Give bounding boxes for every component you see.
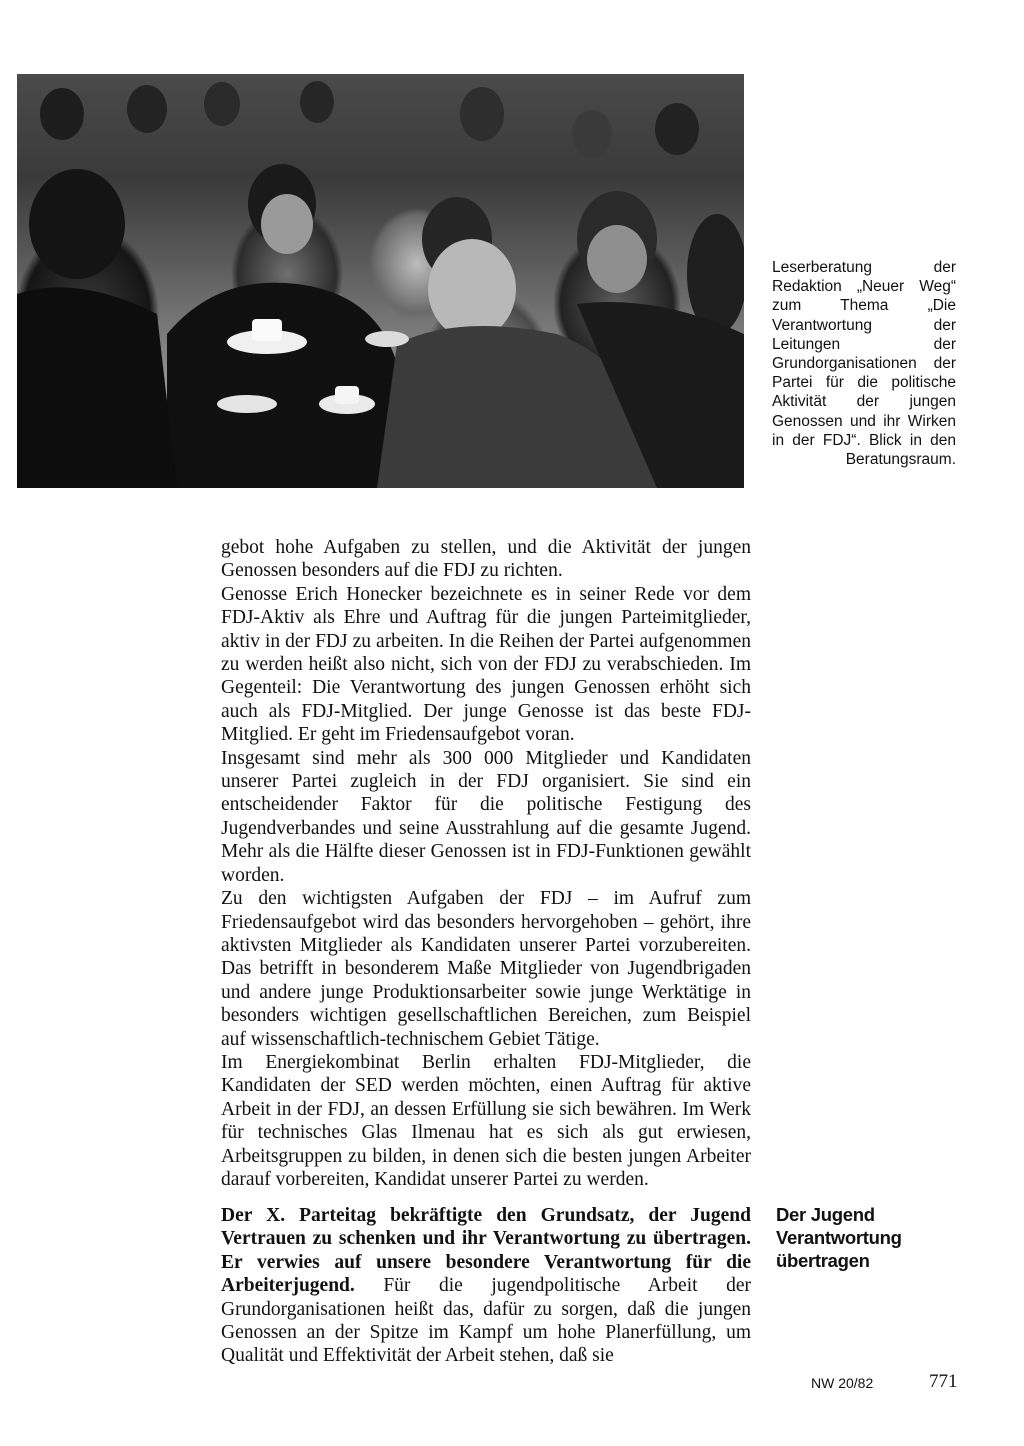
paragraph: Zu den wichtigsten Aufgaben der FDJ – im Aufruf zum Friedensaufgebot wird das besonders hervorgehoben – gehört, ihre aktivsten Mitglieder als Kandidaten unserer Partei vorzubereiten. Das betrifft in besonderem Maße Mitglieder von Jugendbrigaden und andere junge Produktionsarbeiter sowie junge Werktätige in besonders wichtigen gesellschaftlichen Bereichen, zum Beispiel auf wissenschaftlich-technischem Gebiet Tätige. xyxy=(221,888,751,1050)
article-body xyxy=(221,536,751,1191)
lead-regular-text: Für die jugendpolitische Arbeit der Grundorganisationen heißt das, dafür zu sorgen, daß die jungen Genossen an der Spitze im Kampf um hohe Planerfüllung, um Qualität und Effektivität der Arbeit stehen, daß sie xyxy=(221,1275,751,1367)
photo-caption: Leserberatung der Redaktion „Neuer Weg“ zum Thema „Die Verantwortung der Leitungen der Grundorganisationen der Partei für die politische Aktivität der jungen Genossen und ihr Wirken in der FDJ“. Blick in den Beratungsraum. xyxy=(772,259,956,469)
journal-reference: NW 20/82 xyxy=(811,1375,874,1391)
side-heading: Der Jugend Verantwortung übertragen xyxy=(776,1204,902,1271)
page-number: 771 xyxy=(929,1371,958,1392)
paragraph: Insgesamt sind mehr als 300 000 Mitglieder und Kandidaten unserer Partei zugleich in der FDJ organisiert. Sie sind ein entscheidender Faktor für die politische Festigung des Jugendverbandes und seine Ausstrahlung auf die gesamte Jugend. Mehr als die Hälfte dieser Genossen ist in FDJ-Funktionen gewählt worden. xyxy=(221,747,751,886)
paragraph: gebot hohe Aufgaben zu stellen, und die Aktivität der jungen Genossen besonders auf die FDJ zu richten. xyxy=(221,537,751,582)
meeting-photo-icon xyxy=(17,74,744,488)
lead-paragraph xyxy=(221,1204,751,1368)
meeting-photo xyxy=(17,74,744,488)
paragraph: Im Energiekombinat Berlin erhalten FDJ-Mitglieder, die Kandidaten der SED werden möchten, einen Auftrag für aktive Arbeit in der FDJ, an dessen Erfüllung sie sich bewähren. Im Werk für technisches Glas Ilmenau hat es sich als gut erwiesen, Arbeitsgruppen zu bilden, in denen sich die besten jungen Arbeiter darauf vorbereiten, Kandidat unserer Partei zu werden. xyxy=(221,1051,751,1190)
lead-bold-text: Der X. Parteitag bekräftigte den Grundsatz, der Jugend Vertrauen zu schenken und ihr Verantwortung zu übertragen. Er verwies auf unsere besondere Verantwortung für die Arbeiterjugend. xyxy=(221,1205,751,1297)
paragraph: Genosse Erich Honecker bezeichnete es in seiner Rede vor dem FDJ-Aktiv als Ehre und Auftrag für die jungen Parteimitglieder, aktiv in der FDJ zu arbeiten. In die Reihen der Partei aufgenommen zu werden heißt also nicht, sich von der FDJ zu verabschieden. Im Gegenteil: Die Verantwortung des jungen Genossen erhöht sich auch als FDJ-Mitglied. Der junge Genosse ist das beste FDJ-Mitglied. Er geht im Friedensaufgebot voran. xyxy=(221,583,751,746)
